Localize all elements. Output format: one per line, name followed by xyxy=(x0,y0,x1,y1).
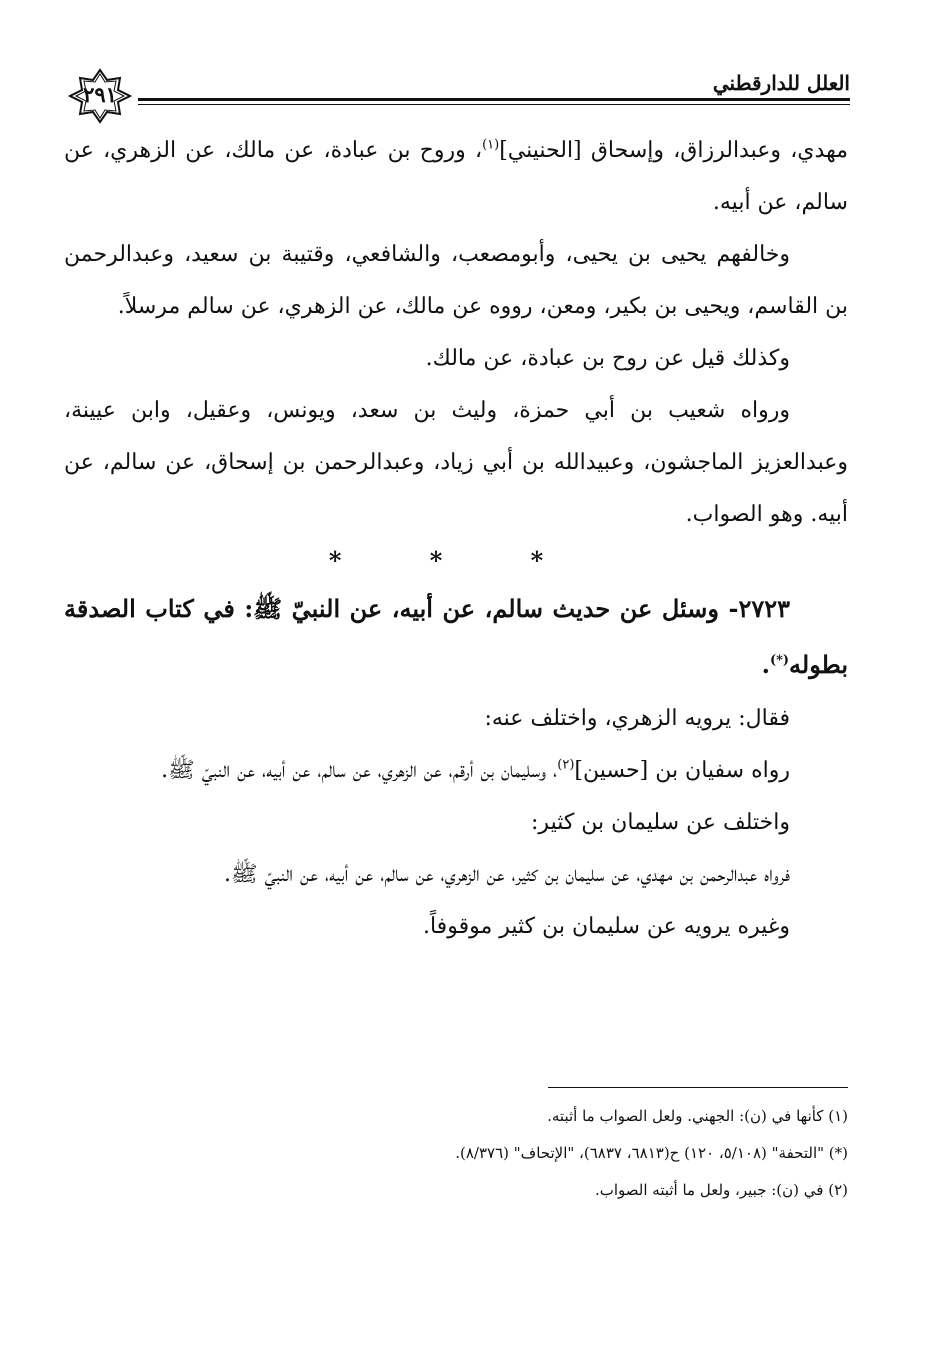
paragraph: واختلف عن سليمان بن كثير: xyxy=(531,810,790,835)
paragraph-text: ، وروح بن عبادة، عن مالك، عن الزهري، عن سالم، عن أبيه. xyxy=(64,138,848,215)
section-separator: * * * xyxy=(328,546,584,575)
header-rule xyxy=(138,98,850,101)
page-number: ٢٩١ xyxy=(83,82,117,107)
paragraph: فقال: يرويه الزهري، واختلف عنه: xyxy=(484,706,790,731)
paragraph: وكذلك قيل عن روح بن عبادة، عن مالك. xyxy=(425,346,790,371)
paragraph xyxy=(64,125,848,229)
main-text xyxy=(64,125,848,953)
paragraph: ورواه شعيب بن أبي حمزة، وليث بن سعد، ويونس، وعقيل، وابن عيينة، وعبدالعزيز الماجشون، وعبيدالله بن أبي زياد، وعبدالرحمن بن إسحاق، عن سالم، عن أبيه. وهو الصواب. xyxy=(64,398,848,527)
header-rule-thin xyxy=(138,104,850,105)
paragraph: وغيره يرويه عن سليمان بن كثير موقوفاً. xyxy=(422,914,790,939)
footnotes xyxy=(64,1090,848,1209)
page-header xyxy=(60,60,850,130)
paragraph: وخالفهم يحيى بن يحيى، وأبومصعب، والشافعي، وقتيبة بن سعيد، وعبدالرحمن بن القاسم، ويحيى بن بكير، ومعن، رووه عن مالك، عن الزهري، عن سالم مرسلاً. xyxy=(64,242,848,319)
page-number-badge xyxy=(68,68,132,124)
heading-text: . xyxy=(761,650,770,679)
paragraph-text: مهدي، وعبدالرزاق، وإسحاق [الحنيني] xyxy=(499,138,848,163)
footnote: (*) "التحفة" (٥/١٠٨، ١٢٠) ح(٦٨١٣، ٦٨٣٧)، "الإتحاف" (٨/٣٧٦). xyxy=(455,1144,848,1162)
entry-heading xyxy=(64,581,848,693)
paragraph-text: رواه سفيان بن [حسين] xyxy=(574,758,790,783)
footnote: (٢) في (ن): جبير، ولعل ما أثبته الصواب. xyxy=(594,1181,848,1199)
paragraph: فرواه عبدالرحمن بن مهدي، عن سليمان بن كثير، عن الزهري، عن سالم، عن أبيه، عن النبيّ ﷺ. xyxy=(224,862,790,887)
footnote-ref: (٢) xyxy=(557,757,575,773)
footnote-ref: (١) xyxy=(482,137,500,153)
paragraph xyxy=(64,745,848,797)
footnote: (١) كأنها في (ن): الجهني. ولعل الصواب ما أثبته. xyxy=(547,1107,848,1125)
footnote-ref: (*) xyxy=(769,653,790,668)
heading-text: ٢٧٢٣- وسئل عن حديث سالم، عن أبيه، عن النبيّ ﷺ: في كتاب الصدقة بطوله xyxy=(64,594,848,679)
footnote-rule xyxy=(548,1087,848,1088)
book-title: العلل للدارقطني xyxy=(705,70,850,96)
paragraph-text: ، وسليمان بن أرقم، عن الزهري، عن سالم، عن أبيه، عن النبيّ ﷺ. xyxy=(161,758,558,783)
